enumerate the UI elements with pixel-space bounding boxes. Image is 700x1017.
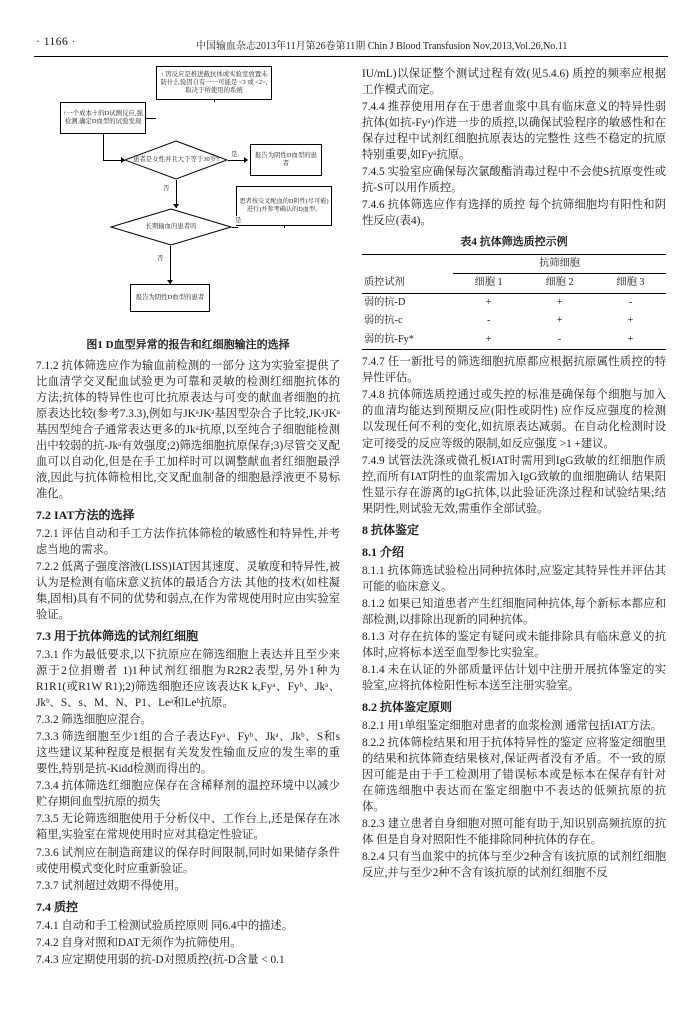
table-row — [362, 312, 666, 330]
paragraph-8-1-3: 8.1.3 对存在抗体的鉴定有疑问或未能排除具有临床意义的抗体时,应将标本送至血型参比实验室。 — [362, 630, 666, 659]
heading-7-3: 7.3 用于抗体筛选的试剂红细胞 — [36, 629, 199, 644]
figure-caption: 图1 D血型异常的报告和红细胞输注的选择 — [86, 339, 290, 351]
paragraph-8-1-2: 8.1.2 如果已知道患者产生红细胞同种抗体,每个新标本都应和部检测,以排除出现新的同种抗体。 — [362, 597, 666, 626]
flow-connector — [214, 100, 215, 102]
paragraph-7-1-2: 7.1.2 抗体筛选应作为输血前检测的一部分 这为实验室提供了比血清学交叉配血试验更为可靠和灵敏的检测红细胞抗体的方法;抗体的特异性也可比抗原表达与可变的献血者细胞的抗原表达比较(参考7.3.3),例如与JKᵃJKᵃ基因型杂合子比较,JKᵃJKᵃ基因型纯合子通常表达更多的Jkᵃ抗原,以至纯合子细胞能检测出中较弱的抗-Jkᵃ有效强度;2)筛选细胞抗原保存;3)尽管交叉配血可以自动化,但是在手工加样时可以调整献血者红细胞最浮液,因此与抗体筛检相比,交叉配血制备的细胞悬浮液更不易标准化。 — [36, 359, 340, 500]
paragraph-7-4-2: 7.4.2 自身对照和DAT无须作为抗筛使用。 — [36, 936, 242, 949]
paragraph-7-4-6: 7.4.6 抗体筛选应作有选择的质控 每个抗筛细胞均有阳性和阴性反应(表4)。 — [362, 199, 666, 228]
table-4-cell: + — [627, 315, 634, 327]
paragraph-7-4-8: 7.4.8 抗体筛选质控通过或失控的标准是确保每个细胞与加入的血清均能达到预期反应(阳性或阴性) 应作反应强度的检测以发现任何不利的变化,如抗原表达减弱。在自动化检测时设定可接受的反应等级的限制,如反应强度 >1 +建议。 — [362, 389, 666, 450]
heading-8: 8 抗体鉴定 — [362, 522, 420, 537]
flowchart-figure — [36, 66, 340, 336]
table-row — [362, 293, 666, 312]
flow-connector — [146, 118, 156, 119]
paragraph-7-4-4: 7.4.4 推荐使用用存在于患者血浆中具有临床意义的特异性弱抗体(如抗-Fyᵃ)作进一步的质控,以确保试验程序的敏感性和在保存过程中试剂红细胞抗原表达的完整性 这些不稳定的抗原特别重要,如Fyᵃ抗原。 — [362, 101, 666, 162]
heading-8-1: 8.1 介绍 — [362, 544, 405, 559]
paragraph-7-4-9: 7.4.9 试管法洗涤或微孔板IAT时需用到IgG致敏的红细胞作质控,而所有IAT阴性的血浆需加入IgG致敏的血细胞确认 结果阳性显示存在游离的IgG抗体,以此验证洗涤过程和试验结果;结果阴性,则试验无效,需重作全部试验。 — [362, 454, 666, 515]
flow-decision-2-label: 长期输血的患者吗 — [145, 223, 197, 231]
paragraph-8-2-2: 8.2.2 抗体筛检结果和用于抗体特异性的鉴定 应将鉴定细胞里的结果和抗体筛查结果核对,保证两者没有矛盾。不一致的原因可能是由于手工检测用了错误标本或是标本在保存有针对在筛选细胞中表达而在鉴定细胞中不表达的低频抗原的抗体。 — [362, 737, 666, 814]
heading-7-4: 7.4 质控 — [36, 899, 79, 914]
paragraph-8-1-4: 8.1.4 未在认证的外部质量评估计划中注册开展抗体鉴定的实验室,应将抗体检阳性标本送至注册实验室。 — [362, 663, 666, 692]
flow-label-yes-2: 是 — [235, 217, 242, 224]
flow-label-yes: 是 — [231, 151, 238, 158]
table-4-cell: + — [556, 296, 563, 308]
header-rule — [34, 56, 668, 57]
table-row — [362, 331, 666, 350]
table-4-group-header: 抗筛细胞 — [453, 254, 666, 273]
flow-decision-1 — [124, 140, 228, 180]
paragraph-7-3-4: 7.3.4 抗体筛选红细胞应保存在含稀释剂的温控环境中以减少贮存期间血型抗原的损失 — [36, 780, 340, 809]
flow-end-box: 报告为阴性D血型的患者 — [130, 284, 210, 312]
table-4-col-1: 细胞 1 — [474, 277, 503, 289]
flow-crossmatch-box: 患者按交叉配血的D阴性(尽可能)进行)并参考确认的D血型。 — [236, 186, 332, 226]
paragraph-8-2-4: 8.2.4 只有当血浆中的抗体与至少2种含有该抗原的试剂红细胞反应,并与至少2种不含有该抗原的试剂红细胞不反 — [362, 851, 666, 880]
paragraph-7-3-7: 7.3.7 试剂超过效期不得使用。 — [36, 879, 186, 892]
table-4-cell: + — [556, 315, 563, 327]
flow-connector — [170, 246, 171, 284]
journal-citation: 中国输血杂志2013年11月第26卷第11期 Chin J Blood Transfusion Nov,2013,Vol.26,No.11 — [196, 41, 568, 52]
paragraph-7-3-1: 7.3.1 作为最低要求,以下抗原应在筛选细胞上表达并且至少来源于2位捐赠者 1)1种试剂红细胞为R2R2表型,另外1种为R1R1(或R1W R1);2)筛选细胞还应该表达K k,Fyᵃ、Fyᵇ、Jkᵃ、Jkᵇ、S、s、M、N、P1、Leᵃ和Leᵇ抗原。 — [36, 649, 340, 710]
table-4-col-3: 细胞 3 — [616, 277, 645, 289]
paragraph-8-2-3: 8.2.3 建立患者自身细胞对照可能有助于,知识别高频抗原的抗体 但是自身对照阳性不能排除同种抗体的存在。 — [362, 818, 666, 847]
flow-connector — [284, 226, 285, 228]
paragraph-7-4-3: 7.4.3 应定期使用弱的抗-D对照质控(抗-D含量 < 0.1 — [36, 953, 285, 966]
paragraph-7-2-2: 7.2.2 低离子强度溶液(LISS)IAT因其速度、灵敏度和特异性,被认为是检测有临床意义抗体的最适合方法 其他的技术(如柱凝集,固相)具有不同的优势和弱点,在作为常规使用时应由实验室验证。 — [36, 560, 340, 622]
flow-label-no: 否 — [163, 185, 170, 192]
heading-8-2: 8.2 抗体鉴定原则 — [362, 699, 453, 714]
paragraph-7-4-1: 7.4.1 自动和手工检测试验质控原则 同6.4中的描述。 — [36, 919, 294, 932]
paragraph-7-3-3: 7.3.3 筛选细胞至少1组的合子表达Fyᵃ、Fyᵇ、Jkᵃ、Jkᵇ、S和s 这些建议某种程度是根据有关发发性输血反应的发生率的重要性,特别是抗-Kidd检测而得出的。 — [36, 731, 340, 776]
paragraph-7-3-2: 7.3.2 筛选细胞应混合。 — [36, 714, 152, 727]
flow-label-no-2: 否 — [157, 255, 164, 262]
flow-decision-2 — [110, 208, 232, 246]
heading-7-2: 7.2 IAT方法的选择 — [36, 507, 135, 522]
paragraph-7-3-5: 7.3.5 无论筛选细胞使用于分析仪中、工作台上,还是保存在冰箱里,实验室在常规使用时应对其稳定性验证。 — [36, 813, 340, 842]
flow-arrow — [244, 157, 248, 163]
table-4-row-label: 弱的抗-D — [364, 296, 406, 308]
left-column — [36, 66, 340, 969]
paragraph-8-2-1: 8.2.1 用1单组鉴定细胞对患者的血浆检测 通常包括IAT方法。 — [362, 720, 662, 732]
paragraph-8-1-1: 8.1.1 抗体筛选试验检出同种抗体时,应鉴定其特异性并评估其可能的临床意义。 — [362, 564, 666, 593]
flow-decision-1-label: 患者是女性并且大于等于30岁? — [133, 156, 219, 164]
flow-connector — [103, 134, 104, 160]
right-column — [362, 66, 666, 882]
paragraph-7-4-5: 7.4.5 实验室应确保每次氯酸酯消毒过程中不会使S抗原变性或抗-S可以用作质控。 — [362, 166, 666, 195]
table-4-cell: + — [485, 333, 492, 345]
flow-report-box: 报告为阴性D血型的患者 — [250, 144, 322, 176]
table-4-cell: - — [557, 333, 562, 345]
flow-note-box: ↑ 因反应是推进截抗体或实验室放置未防什么验因自有一一可能是 <3 或 <2>,取决于所使用的系统 — [156, 66, 272, 100]
table-4-row-header: 质控试剂 — [364, 277, 405, 289]
table-4-row-label: 弱的抗-c — [364, 315, 403, 327]
paragraph-7-3-6: 7.3.6 试剂应在制造商建议的保存时间限制,同时如果储存条件或使用模式变化时应重新验证。 — [36, 846, 340, 875]
paragraph-r1: IU/mL)以保证整个测试过程有效(见5.4.6) 质控的频率应根据工作模式而定。 — [362, 68, 666, 97]
table-4 — [362, 254, 666, 350]
table-4-col-2: 细胞 2 — [545, 277, 574, 289]
table-4-cell: + — [485, 296, 492, 308]
table-4-cell: - — [486, 315, 491, 327]
table-4-row-label: 弱的抗-Fy* — [364, 333, 414, 345]
table-4-cell: - — [628, 296, 633, 308]
paragraph-7-2-1: 7.2.1 评估自动和手工方法作抗体筛检的敏感性和特异性,并考虑当地的需求。 — [36, 527, 340, 556]
table-row — [362, 254, 666, 273]
flow-connector — [232, 227, 238, 228]
page-header — [0, 36, 700, 56]
paragraph-7-4-7: 7.4.7 任一新批号的筛选细胞抗原都应根据抗原属性质控的特异性评估。 — [362, 356, 666, 385]
table-4-title: 表4 抗体筛选质控示例 — [460, 236, 568, 249]
table-4-cell: + — [627, 333, 634, 345]
page-number: · 1166 · — [36, 36, 76, 48]
flow-start-box: ↑一个成本十的D试测反应,强检测,确定D血型的试验发现 — [60, 102, 146, 134]
